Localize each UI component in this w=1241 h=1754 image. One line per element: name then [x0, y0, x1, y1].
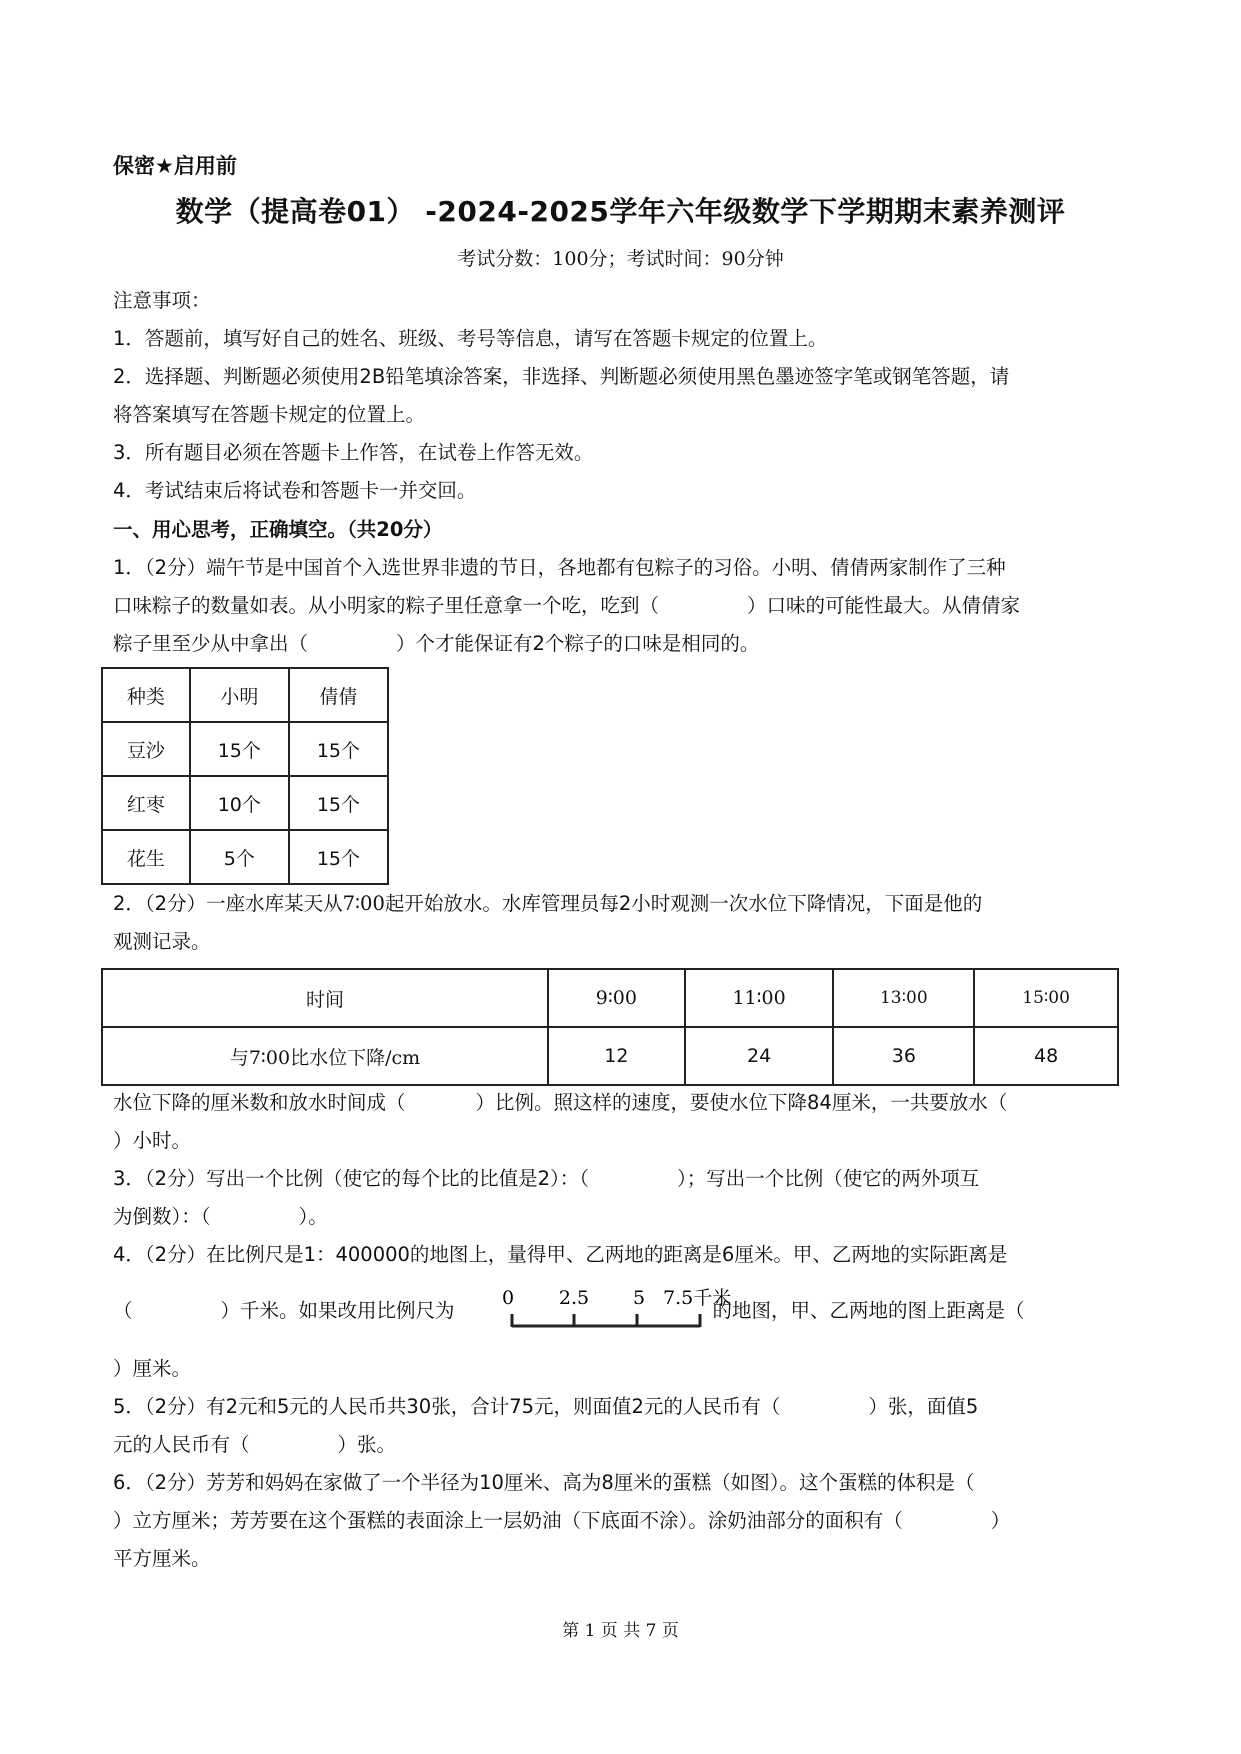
zongzi-table	[101, 667, 389, 885]
q5-text: 元的人民币有（	[113, 1433, 250, 1456]
scale-tick-label: 0	[501, 1287, 515, 1309]
table-header-cell: 13∶00	[833, 969, 974, 1027]
scale-tick-label: 2.5	[558, 1287, 590, 1309]
q4-text: ）千米。如果改用比例尺为	[220, 1299, 455, 1322]
table-cell: 15个	[190, 722, 289, 776]
label-text: 与	[229, 1046, 249, 1069]
q4-line: ）厘米。	[113, 1357, 192, 1380]
page-footer: 第 1 页 共 7 页	[562, 1621, 679, 1641]
note-item: 2．选择题、判断题必须使用2B铅笔填涂答案，非选择、判断题必须使用黑色墨迹签字笔或钢笔答题，请	[113, 365, 1010, 388]
q2-line	[113, 885, 982, 923]
q2-time: 7∶00	[342, 892, 385, 915]
table-row	[102, 776, 388, 830]
section-heading: 一、用心思考，正确填空。（共20分）	[113, 518, 443, 541]
q5-text: ）张。	[337, 1433, 397, 1456]
q1-text: 口味粽子的数量如表。从小明家的粽子里任意拿一个吃，吃到（	[113, 594, 660, 617]
label-unit: /cm	[385, 1046, 421, 1069]
q6-text: ）	[990, 1509, 1011, 1532]
q2-line: 观测记录。	[113, 930, 211, 953]
table-cell: 15个	[289, 776, 388, 830]
water-level-table	[101, 968, 1119, 1086]
q2-text: 水位下降的厘米数和放水时间成（	[113, 1091, 406, 1114]
table-header-cell	[102, 1027, 548, 1085]
table-cell: 5个	[190, 830, 289, 884]
table-cell: 48	[974, 1027, 1118, 1085]
q1-line: 1．（2分）端午节是中国首个入选世界非遗的节日，各地都有包粽子的习俗。小明、倩倩两家制作了三种	[113, 556, 1006, 579]
scale-tick-label: 7.5千米	[663, 1287, 732, 1309]
table-row	[102, 830, 388, 884]
q5-line	[113, 1426, 396, 1464]
q2-text: 起开始放水。水库管理员每2小时观测一次水位下降情况，下面是他的	[384, 892, 983, 915]
scale-bar	[500, 1284, 750, 1334]
table-header-cell: 小明	[190, 668, 289, 722]
q5-line	[113, 1388, 978, 1426]
table-row	[102, 969, 1118, 1027]
table-row	[102, 722, 388, 776]
q3-line	[113, 1160, 979, 1198]
note-item: 将答案填写在答题卡规定的位置上。	[113, 403, 426, 426]
q4-line: 4．（2分）在比例尺是1：400000的地图上，量得甲、乙两地的距离是6厘米。甲、乙两地的实际距离是	[113, 1243, 1008, 1266]
table-cell: 12	[548, 1027, 685, 1085]
note-item: 3．所有题目必须在答题卡上作答，在试卷上作答无效。	[113, 441, 594, 464]
table-cell: 36	[833, 1027, 974, 1085]
q3-text: 3．（2分）写出一个比例（使它的每个比的比值是2）：（	[113, 1167, 589, 1190]
table-header-cell: 11∶00	[685, 969, 834, 1027]
q3-text: ）；写出一个比例（使它的两外项互	[676, 1167, 980, 1190]
q6-line	[113, 1502, 1010, 1540]
q5-text: ）张，面值5	[868, 1395, 979, 1418]
q4-text: 的地图，甲、乙两地的图上距离是（	[712, 1299, 1025, 1322]
label-time: 7∶00	[248, 1046, 291, 1069]
q3-text: ）。	[298, 1205, 328, 1228]
q2-line: ）小时。	[113, 1129, 192, 1152]
exam-info: 考试分数：100分；考试时间：90分钟	[457, 248, 784, 270]
q4-text: （	[113, 1299, 133, 1322]
table-header-cell: 种类	[102, 668, 190, 722]
table-cell: 15个	[289, 722, 388, 776]
q3-text: 为倒数）：（	[113, 1205, 211, 1228]
page-title: 数学（提高卷01） -2024-2025学年六年级数学下学期期末素养测评	[175, 195, 1066, 228]
q1-line	[113, 587, 1020, 625]
q2-text: ）比例。照这样的速度，要使水位下降84厘米，一共要放水（	[475, 1091, 1008, 1114]
q1-text: 粽子里至少从中拿出（	[113, 632, 309, 655]
table-cell: 24	[685, 1027, 834, 1085]
q6-line: 平方厘米。	[113, 1547, 211, 1570]
note-item: 1．答题前，填写好自己的姓名、班级、考号等信息，请写在答题卡规定的位置上。	[113, 327, 828, 350]
q2-text: 2．（2分）一座水库某天从	[113, 892, 343, 915]
table-header-row	[102, 668, 388, 722]
table-header-cell: 时间	[102, 969, 548, 1027]
q2-line	[113, 1084, 1007, 1122]
label-text: 比水位下降	[290, 1046, 386, 1069]
scale-tick-label: 5	[632, 1287, 646, 1309]
q5-text: 5．（2分）有2元和5元的人民币共30张，合计75元，则面值2元的人民币有（	[113, 1395, 781, 1418]
note-item: 4．考试结束后将试卷和答题卡一并交回。	[113, 479, 477, 502]
table-cell: 10个	[190, 776, 289, 830]
q6-text: ）立方厘米；芳芳要在这个蛋糕的表面涂上一层奶油（下底面不涂）。涂奶油部分的面积有（	[113, 1509, 903, 1532]
q1-line	[113, 625, 759, 663]
table-cell: 花生	[102, 830, 190, 884]
q3-line	[113, 1198, 328, 1236]
table-header-cell: 9∶00	[548, 969, 685, 1027]
confidential-label: 保密★启用前	[113, 154, 237, 178]
table-header-cell: 15∶00	[974, 969, 1118, 1027]
table-row	[102, 1027, 1118, 1085]
table-header-cell: 倩倩	[289, 668, 388, 722]
table-cell: 红枣	[102, 776, 190, 830]
table-cell: 豆沙	[102, 722, 190, 776]
q6-line: 6．（2分）芳芳和妈妈在家做了一个半径为10厘米、高为8厘米的蛋糕（如图）。这个蛋糕的体积是（	[113, 1471, 975, 1494]
q1-text: ）口味的可能性最大。从倩倩家	[747, 594, 1021, 617]
notes-heading: 注意事项：	[113, 289, 211, 312]
table-cell: 15个	[289, 830, 388, 884]
q1-text: ）个才能保证有2个粽子的口味是相同的。	[396, 632, 760, 655]
